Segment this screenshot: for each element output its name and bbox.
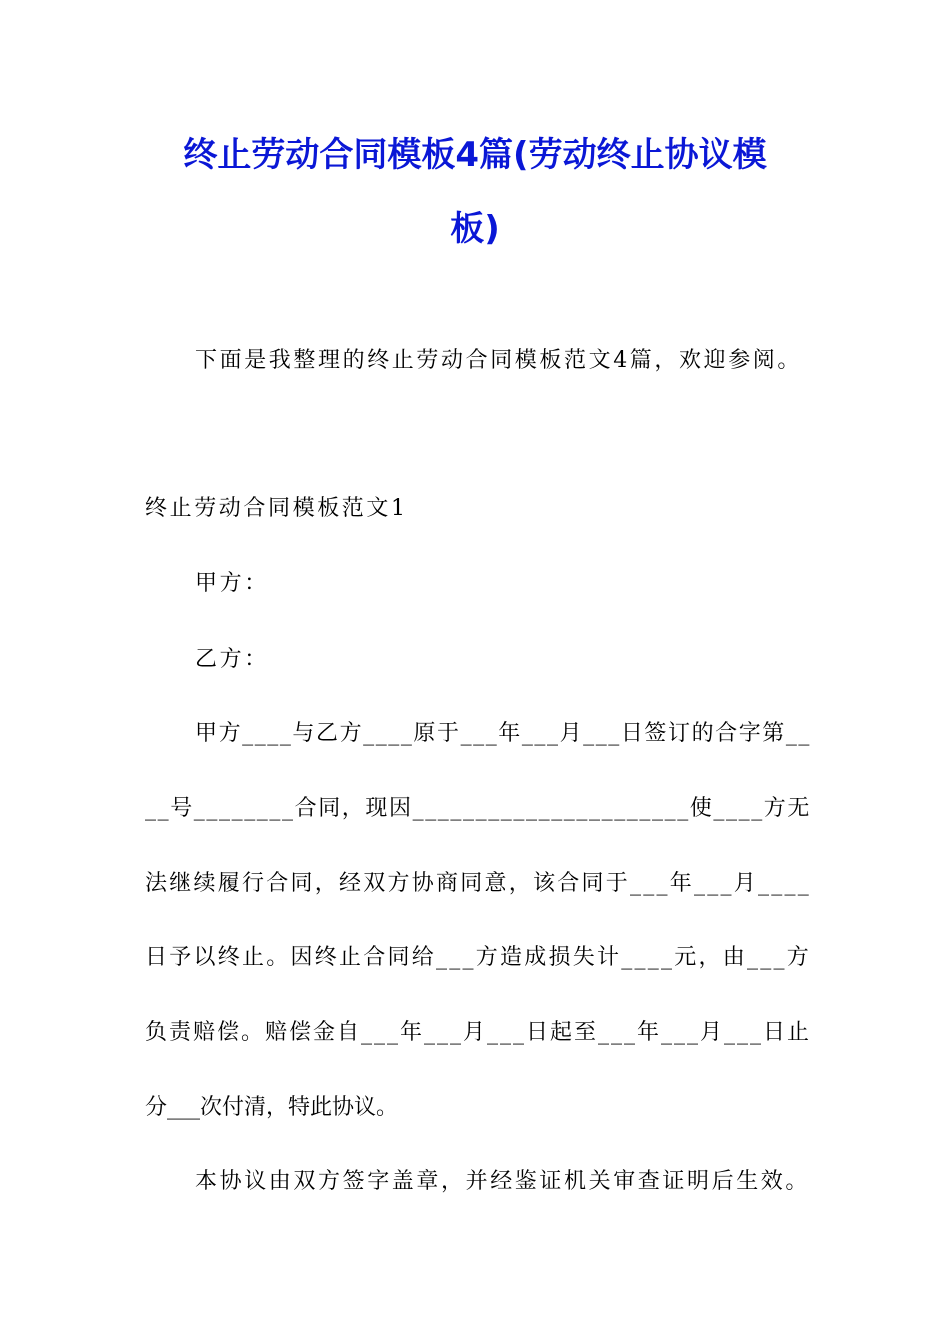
agreement-body-line: 负责赔偿。赔偿金自___年___月___日起至___年___月___日止 [145,1020,812,1045]
agreement-body-line: 分___次付清，特此协议。 [145,1095,399,1120]
party-a-label: 甲方： [195,571,269,596]
agreement-body-line: __号________合同，现因______________________使____方无 [145,796,812,821]
agreement-body-line: 法继续履行合同，经双方协商同意，该合同于___年___月____ [145,871,812,896]
intro-paragraph: 下面是我整理的终止劳动合同模板范文4篇，欢迎参阅。 [195,348,802,373]
party-b-label: 乙方： [195,647,269,672]
agreement-body-line: 日予以终止。因终止合同给___方造成损失计____元，由___方 [145,945,812,970]
section-heading: 终止劳动合同模板范文1 [145,496,408,521]
document-title-line-1: 终止劳动合同模板4篇(劳动终止协议模 [183,135,767,175]
closing-paragraph: 本协议由双方签字盖章，并经鉴证机关审查证明后生效。 [195,1169,811,1194]
agreement-body-line: 甲方____与乙方____原于___年___月___日签订的合字第__ [195,721,812,746]
document-title-line-2: 板) [450,209,500,249]
